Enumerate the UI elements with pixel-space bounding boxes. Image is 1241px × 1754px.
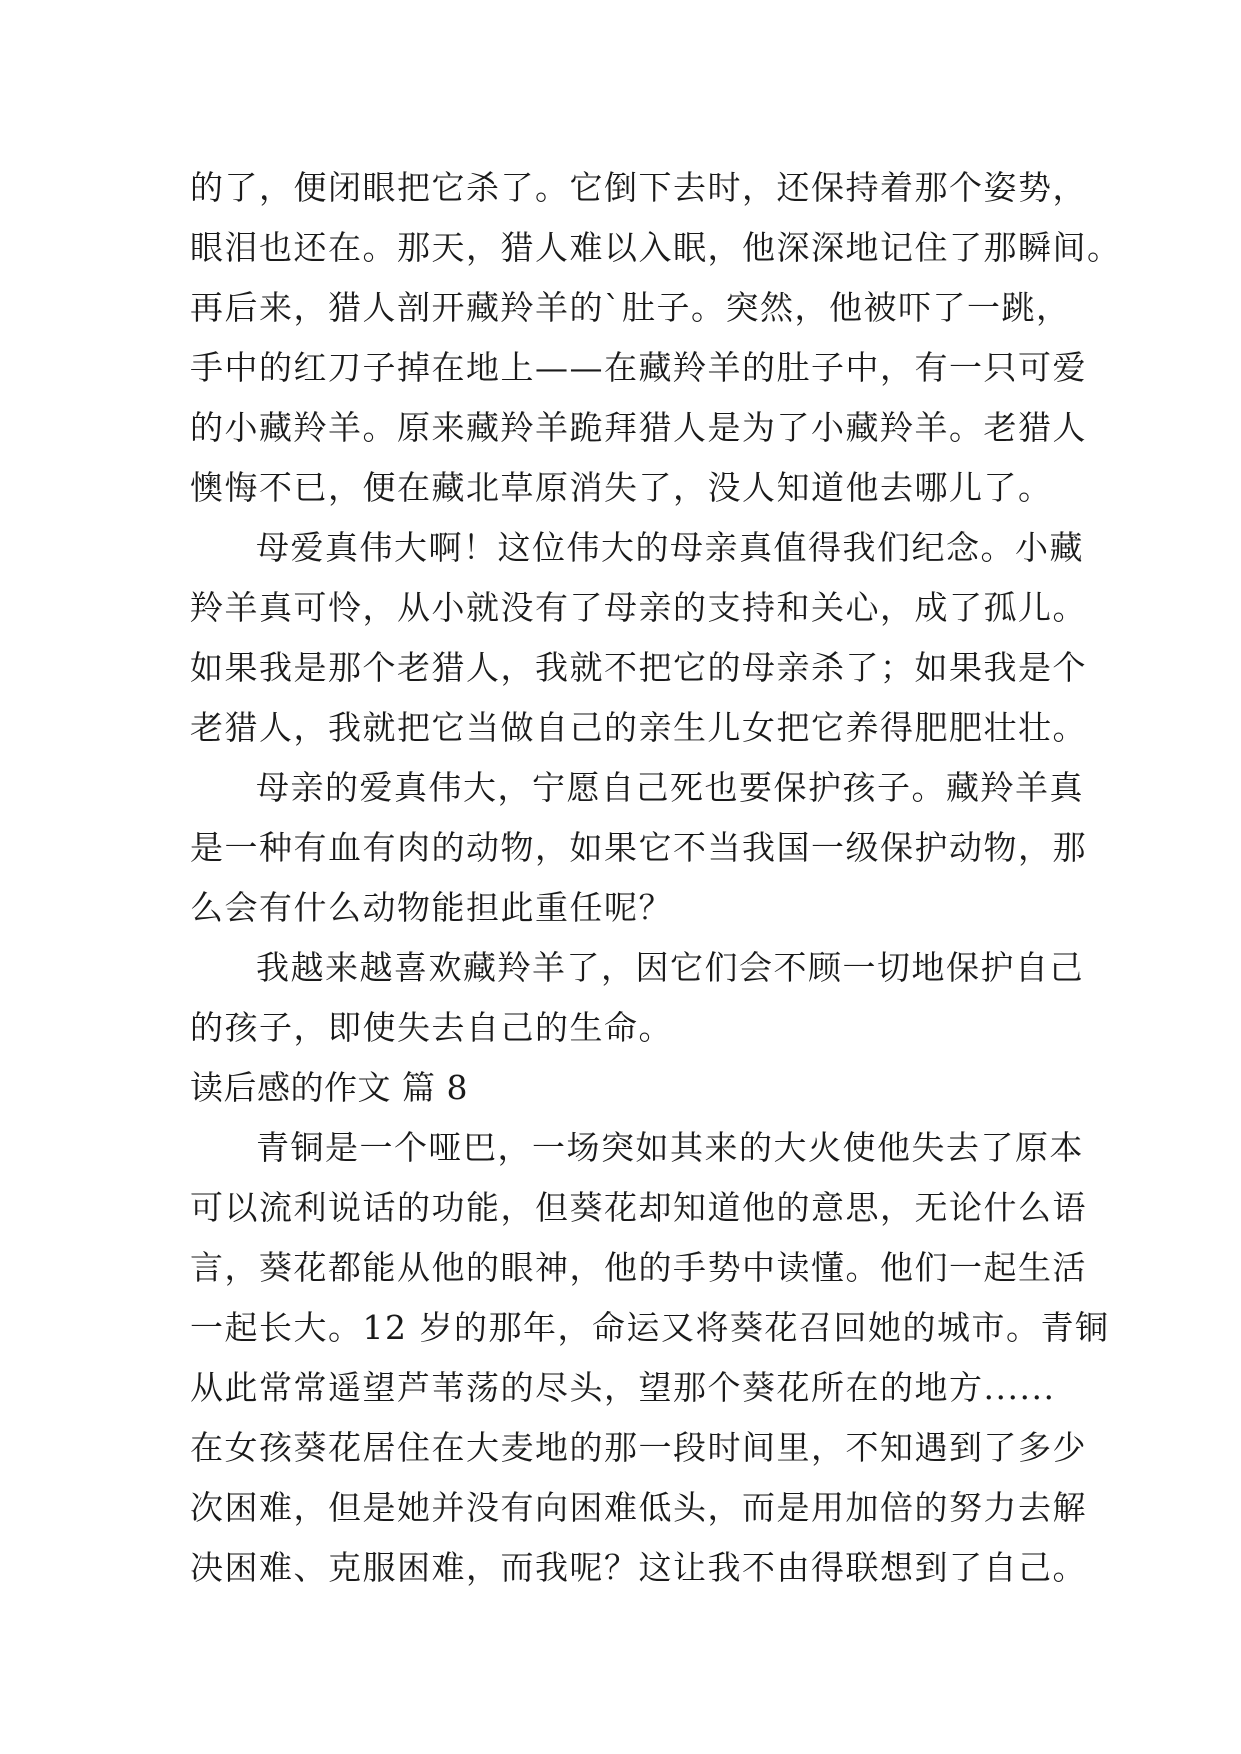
text-line: 羚羊真可怜，从小就没有了母亲的支持和关心，成了孤儿。	[190, 588, 1087, 627]
text-line: 么会有什么动物能担此重任呢？	[190, 888, 673, 927]
section-heading: 读后感的作文 篇 8	[190, 1068, 468, 1107]
paragraph-start: 母爱真伟大啊！这位伟大的母亲真值得我们纪念。小藏	[256, 528, 1084, 567]
text-line: 眼泪也还在。那天，猎人难以入眠，他深深地记住了那瞬间。	[190, 228, 1122, 267]
text-line: 的小藏羚羊。原来藏羚羊跪拜猎人是为了小藏羚羊。老猎人	[190, 408, 1087, 447]
text-line: 次困难，但是她并没有向困难低头，而是用加倍的努力去解	[190, 1488, 1087, 1527]
text-line: 懊悔不已，便在藏北草原消失了，没人知道他去哪儿了。	[190, 468, 1053, 507]
text-line: 的孩子，即使失去自己的生命。	[190, 1008, 673, 1047]
text-line: 再后来，猎人剖开藏羚羊的`肚子。突然，他被吓了一跳，	[190, 288, 1071, 327]
text-line: 可以流利说话的功能，但葵花却知道他的意思，无论什么语	[190, 1188, 1087, 1227]
text-line: 决困难、克服困难，而我呢？这让我不由得联想到了自己。	[190, 1548, 1087, 1587]
text-line: 一起长大。12 岁的那年，命运又将葵花召回她的城市。青铜	[190, 1308, 1110, 1347]
text-line: 老猎人，我就把它当做自己的亲生儿女把它养得肥肥壮壮。	[190, 708, 1087, 747]
text-line: 是一种有血有肉的动物，如果它不当我国一级保护动物，那	[190, 828, 1087, 867]
text-line: 手中的红刀子掉在地上——在藏羚羊的肚子中，有一只可爱	[190, 348, 1087, 387]
paragraph-start: 母亲的爱真伟大，宁愿自己死也要保护孩子。藏羚羊真	[256, 768, 1084, 807]
paragraph-start: 我越来越喜欢藏羚羊了，因它们会不顾一切地保护自己	[256, 948, 1084, 987]
text-line: 从此常常遥望芦苇荡的尽头，望那个葵花所在的地方......	[190, 1368, 1056, 1407]
text-line: 在女孩葵花居住在大麦地的那一段时间里，不知遇到了多少	[190, 1428, 1087, 1467]
text-line: 如果我是那个老猎人，我就不把它的母亲杀了；如果我是个	[190, 648, 1087, 687]
text-line: 言，葵花都能从他的眼神，他的手势中读懂。他们一起生活	[190, 1248, 1087, 1287]
paragraph-start: 青铜是一个哑巴，一场突如其来的大火使他失去了原本	[256, 1128, 1084, 1167]
text-line: 的了，便闭眼把它杀了。它倒下去时，还保持着那个姿势，	[190, 168, 1087, 207]
